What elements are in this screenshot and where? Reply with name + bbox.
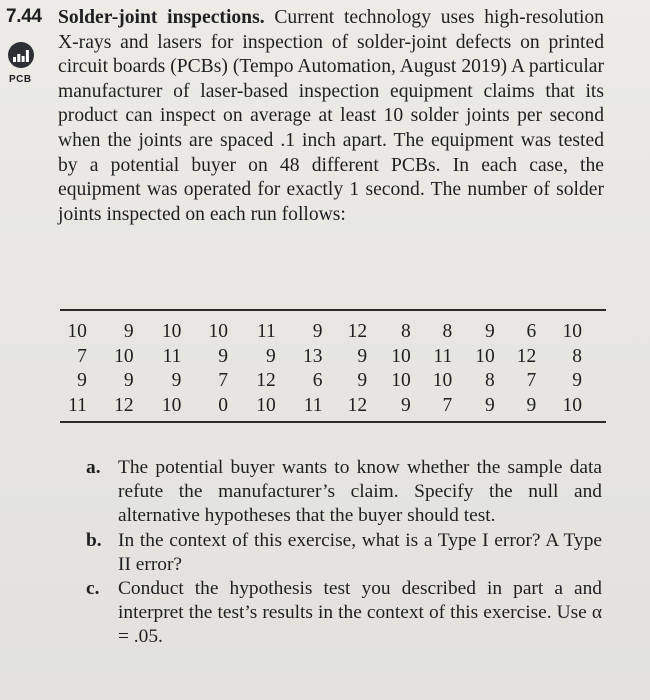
table-cell: 12 — [256, 370, 276, 391]
table-cell: 12 — [347, 321, 368, 342]
table-row — [62, 320, 582, 345]
table-cell: 10 — [391, 345, 411, 367]
table-row — [62, 345, 582, 370]
exercise-title: Solder-joint inspections. — [58, 7, 265, 28]
table-cell: 9 — [218, 345, 229, 367]
table-cell: 10 — [161, 321, 182, 342]
question-part-a — [86, 456, 602, 529]
exercise-number: 7.44 — [6, 6, 42, 27]
table-cell: 9 — [123, 321, 134, 342]
table-cell: 8 — [485, 370, 495, 391]
part-text: The potential buyer wants to know whether the sample data refute the manufacturer’s claim. Specify the null and alternative hypotheses that the buyer should test. — [118, 457, 602, 527]
table-cell: 11 — [162, 345, 182, 367]
table-cell: 9 — [572, 370, 582, 391]
table-cell: 11 — [68, 394, 87, 416]
table-cell: 7 — [526, 370, 537, 391]
table-cell: 11 — [433, 345, 453, 367]
table-cell: 12 — [347, 394, 368, 416]
part-text: Conduct the hypothesis test you described in part a and interpret the test’s results in the context of this exercise. Use α = .05. — [118, 578, 602, 648]
table-cell: 8 — [572, 345, 582, 367]
part-label: b. — [86, 529, 102, 551]
table-cell: 10 — [432, 370, 453, 391]
exercise-intro — [58, 6, 604, 227]
table-cell: 6 — [526, 321, 537, 342]
table-cell: 9 — [400, 394, 411, 416]
table-cell: 10 — [562, 321, 582, 342]
table-cell: 9 — [77, 370, 87, 391]
table-cell: 11 — [257, 321, 276, 342]
data-table — [62, 320, 582, 418]
table-row — [62, 369, 582, 394]
table-cell: 9 — [312, 321, 323, 342]
table-cell: 9 — [123, 370, 134, 391]
table-cell: 10 — [208, 321, 229, 342]
table-cell: 13 — [302, 345, 323, 367]
table-cell: 0 — [218, 394, 229, 416]
question-part-b — [86, 529, 602, 577]
table-cell: 10 — [391, 370, 411, 391]
table-cell: 10 — [114, 345, 134, 367]
table-row — [62, 394, 582, 419]
intro-text: Current technology uses high-resolution X-rays and lasers for inspection of solder-joint defects on printed circuit boards (PCBs) (Tempo Automation, August 2019) A particular manufacturer of laser-based inspection equipment claims that its product can inspect on average at least 10 solder joints per second when the joints are spaced .1 inch apart. The equipment was tested by a potential buyer on 48 different PCBs. In each case, the equipment was operated for exactly 1 second. The number of solder joints inspected on each run follows: — [58, 7, 604, 225]
table-cell: 7 — [442, 394, 453, 416]
table-cell: 8 — [442, 321, 453, 342]
part-text: In the context of this exercise, what is a Type I error? A Type II error? — [118, 529, 602, 575]
part-label: c. — [86, 578, 100, 600]
part-label: a. — [86, 457, 101, 478]
table-cell: 10 — [475, 345, 495, 367]
table-cell: 6 — [312, 370, 323, 391]
table-cell: 8 — [400, 321, 411, 342]
table-cell: 7 — [218, 370, 229, 391]
table-cell: 9 — [357, 370, 368, 391]
table-cell: 12 — [114, 394, 134, 416]
table-cell: 7 — [77, 345, 87, 367]
data-set-icon — [8, 42, 34, 68]
table-cell: 9 — [526, 394, 537, 416]
table-top-rule — [60, 309, 606, 311]
table-cell: 10 — [256, 394, 276, 416]
table-cell: 10 — [67, 321, 87, 342]
table-bottom-rule — [60, 421, 606, 423]
table-cell: 12 — [516, 345, 537, 367]
question-part-c — [86, 577, 602, 650]
data-file-tag: PCB — [9, 74, 32, 85]
table-cell: 10 — [161, 394, 182, 416]
table-cell: 9 — [171, 370, 182, 391]
table-cell: 9 — [357, 345, 368, 367]
table-cell: 9 — [485, 394, 495, 416]
question-parts — [86, 456, 602, 650]
table-cell: 9 — [485, 321, 495, 342]
table-cell: 11 — [303, 394, 323, 416]
table-cell: 9 — [266, 345, 276, 367]
table-cell: 10 — [562, 394, 582, 416]
